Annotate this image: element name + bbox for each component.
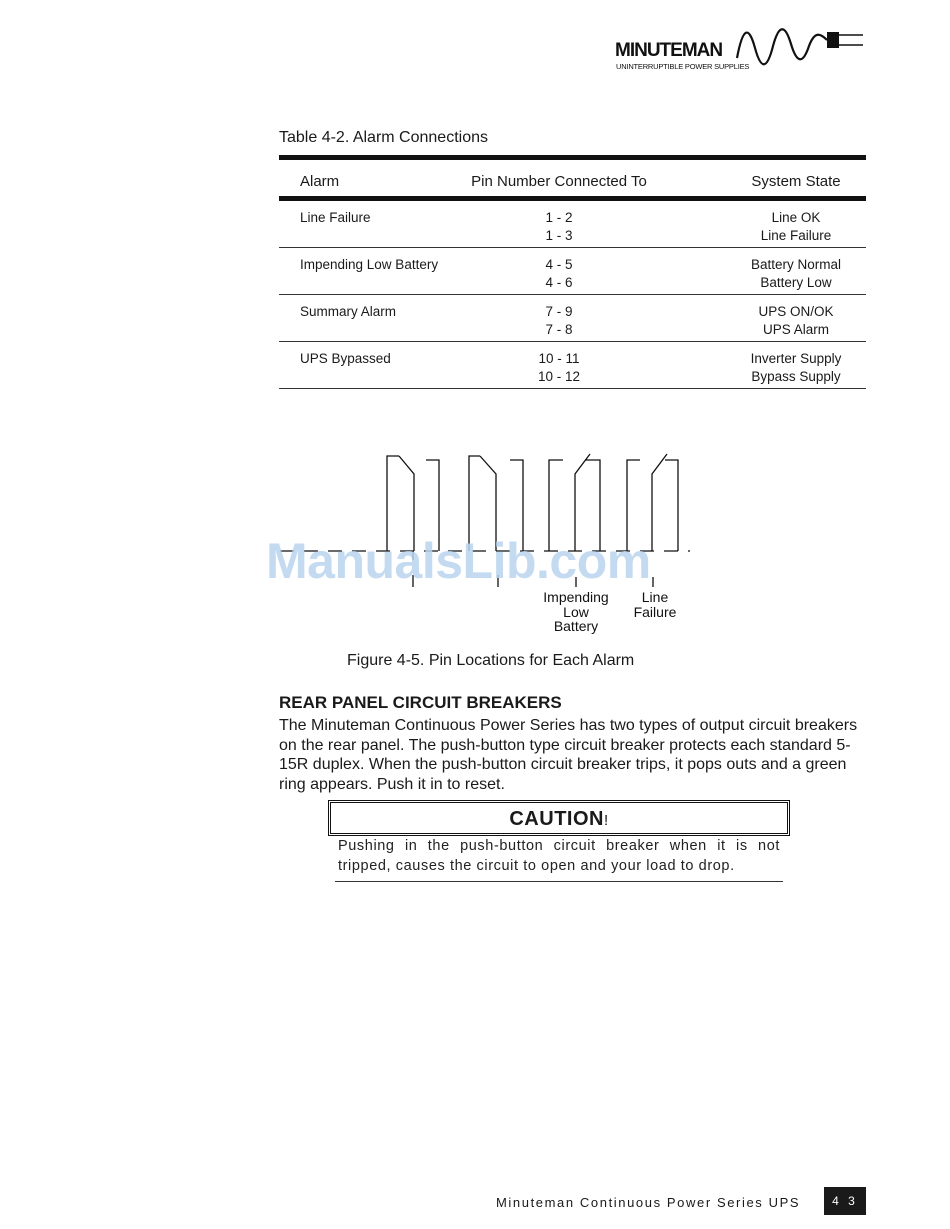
row-pin: 7 - 9 bbox=[545, 304, 573, 319]
table-row bbox=[279, 342, 866, 388]
row-alarm: Summary Alarm bbox=[300, 304, 397, 319]
caution-title: CAUTION! bbox=[509, 808, 609, 830]
logo-tagline: UNINTERRUPTIBLE POWER SUPPLIES bbox=[616, 62, 750, 71]
header-pin-number: Pin Number Connected To bbox=[471, 173, 647, 190]
row-state: Battery Normal bbox=[750, 257, 842, 272]
table-header-row bbox=[279, 160, 866, 196]
row-state: Bypass Supply bbox=[751, 369, 841, 384]
row-state: Battery Low bbox=[760, 275, 832, 290]
section-body-text: The Minuteman Continuous Power Series has two types of output circuit breakers on the rear panel. The push-button type circuit breaker protects each standard 5-15R duplex. When the push-button circuit breaker trips, it pops outs and a green ring appears. Push it in to reset. bbox=[279, 717, 858, 793]
logo-wordmark: MINUTEMAN bbox=[615, 40, 723, 61]
row-state: UPS ON/OK bbox=[758, 304, 834, 319]
section-heading: REAR PANEL CIRCUIT BREAKERS bbox=[279, 693, 562, 712]
alarm-connections-table bbox=[279, 155, 866, 389]
minuteman-logo bbox=[615, 28, 870, 76]
row-pin: 10 - 12 bbox=[537, 369, 581, 384]
watermark: ManualsLib.com bbox=[266, 533, 651, 589]
impending-low-battery-label: Impending Low Battery bbox=[543, 589, 609, 634]
line-failure-label: Line Failure bbox=[633, 589, 677, 620]
figure-caption: Figure 4-5. Pin Locations for Each Alarm bbox=[347, 652, 635, 669]
row-pin: 4 - 6 bbox=[545, 275, 573, 290]
row-alarm: UPS Bypassed bbox=[300, 351, 391, 366]
caution-box bbox=[330, 802, 788, 834]
row-state: UPS Alarm bbox=[762, 322, 830, 337]
row-alarm: Impending Low Battery bbox=[300, 257, 439, 272]
row-state: Line OK bbox=[771, 210, 821, 225]
contact-switch bbox=[652, 454, 667, 551]
row-pin: 4 - 5 bbox=[545, 257, 573, 272]
caution-text: Pushing in the push-button circuit breaker when it is not tripped, causes the circuit to open and your load to drop. bbox=[338, 838, 780, 874]
table-row bbox=[279, 295, 866, 341]
header-alarm: Alarm bbox=[300, 173, 340, 190]
row-state: Line Failure bbox=[760, 228, 832, 243]
row-pin: 1 - 3 bbox=[545, 228, 573, 243]
table-caption: Table 4-2. Alarm Connections bbox=[279, 129, 488, 146]
contact-common bbox=[665, 460, 678, 551]
row-pin: 7 - 8 bbox=[545, 322, 573, 337]
table-row bbox=[279, 201, 866, 247]
footer-title: Minuteman Continuous Power Series UPS bbox=[496, 1195, 801, 1210]
row-pin: 10 - 11 bbox=[538, 351, 580, 366]
header-system-state: System State bbox=[751, 173, 841, 190]
caution-underline bbox=[335, 881, 783, 882]
page-number: 4 3 bbox=[824, 1187, 866, 1215]
row-pin: 1 - 2 bbox=[545, 210, 573, 225]
table-bottom-rule bbox=[279, 388, 866, 389]
power-wave-plug-icon bbox=[735, 28, 870, 68]
row-alarm: Line Failure bbox=[300, 210, 371, 225]
table-row bbox=[279, 248, 866, 294]
row-state: Inverter Supply bbox=[750, 351, 842, 366]
